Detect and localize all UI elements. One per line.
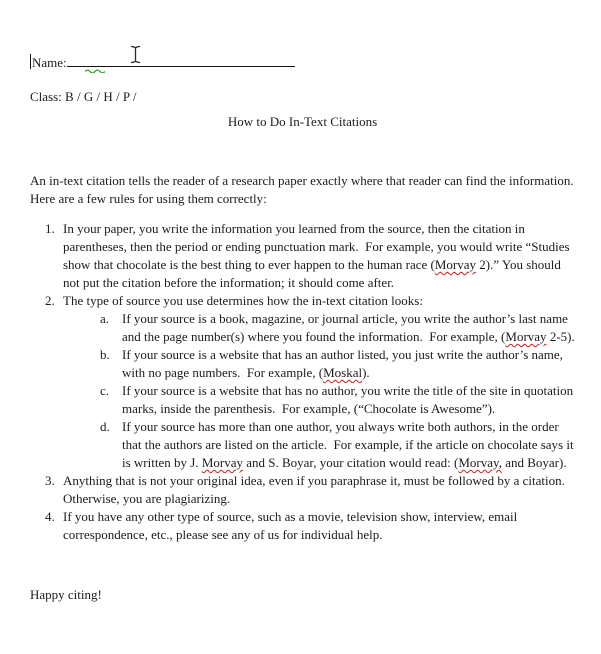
text-segment: If you have any other type of source, such as a movie, television show, interview, email correspondence, etc., please see any of us for individual help.	[63, 509, 521, 542]
sub-list-item	[30, 382, 575, 418]
list-item	[30, 220, 575, 292]
list-item-text	[63, 220, 575, 292]
text-segment: and Boyar).	[501, 455, 567, 470]
list-item-marker: d.	[100, 419, 110, 434]
text-segment: If your source is a website that has no author, you write the title of the site in quotation marks, inside the parenthesis. For example, (“Chocolate is Awesome”).	[122, 383, 577, 416]
sub-list-item	[30, 310, 575, 346]
text-caret	[30, 54, 31, 69]
list-item-marker: 1.	[45, 221, 55, 236]
list-item-text	[122, 418, 575, 472]
text-segment: Anything that is not your original idea, even if you paraphrase it, must be followed by a citation. Otherwise, you are plagiarizing.	[63, 473, 572, 506]
text-segment: 2).” You should not put the citation before the information; it should come after.	[63, 257, 565, 290]
list-item-marker: 4.	[45, 509, 55, 524]
list-item-text	[122, 382, 575, 418]
misspelled-word: Morvay,	[458, 455, 502, 470]
sub-list-item	[30, 418, 575, 472]
list-item-text	[63, 508, 575, 544]
list-item-text	[122, 346, 575, 382]
list-item	[30, 508, 575, 544]
misspelled-word: Moskal	[323, 365, 363, 380]
text-segment: In your paper, you write the information you learned from the source, then the citation in parentheses, then the period or ending punctuation mark. For example, you would write “Studies show that chocolate is the best thing to ever happen to the human race (	[63, 221, 573, 272]
grammar-squiggle-icon	[85, 68, 105, 73]
closing-line: Happy citing!	[30, 587, 102, 602]
text-segment: The type of source you use determines how the in-text citation looks:	[63, 293, 423, 308]
misspelled-word: Morvay	[505, 329, 547, 344]
text-segment: ).	[362, 365, 370, 380]
misspelled-word: Morvay	[201, 455, 243, 470]
list-item-marker: a.	[100, 311, 110, 326]
rules-list	[30, 220, 575, 544]
list-item-text	[122, 310, 575, 346]
name-label: Name:	[32, 55, 67, 70]
name-blank-field[interactable]	[67, 52, 295, 67]
ibeam-cursor-icon	[129, 45, 142, 64]
name-line	[30, 52, 575, 70]
list-item-marker: 2.	[45, 293, 55, 308]
text-segment: If your source is a book, magazine, or journal article, you write the author’s last name and the page number(s) where you found the information. For example, (	[122, 311, 572, 344]
page-title: How to Do In-Text Citations	[227, 114, 378, 129]
list-item-marker: b.	[100, 347, 110, 362]
list-item-marker: 3.	[45, 473, 55, 488]
list-item	[30, 472, 575, 508]
list-item-text	[63, 292, 575, 310]
list-item	[30, 292, 575, 310]
intro-paragraph: An in-text citation tells the reader of a research paper exactly where that reader can find the information. Here are a few rules for using them correctly:	[30, 173, 581, 206]
sub-list-item	[30, 346, 575, 382]
text-segment: If your source is a website that has an author listed, you just write the author’s name, with no page numbers. For example, (	[122, 347, 567, 380]
misspelled-word: Morvay	[434, 257, 476, 272]
list-item-text	[63, 472, 575, 508]
text-segment: 2-5).	[546, 329, 575, 344]
list-item-marker: c.	[100, 383, 110, 398]
class-line: Class: B / G / H / P /	[30, 89, 137, 104]
text-segment: If your source has more than one author, you always write both authors, in the order that the authors are listed on the article. For example, if the article on chocolate says it is written by J.	[122, 419, 577, 470]
text-segment: and S. Boyar, your citation would read: (	[242, 455, 459, 470]
